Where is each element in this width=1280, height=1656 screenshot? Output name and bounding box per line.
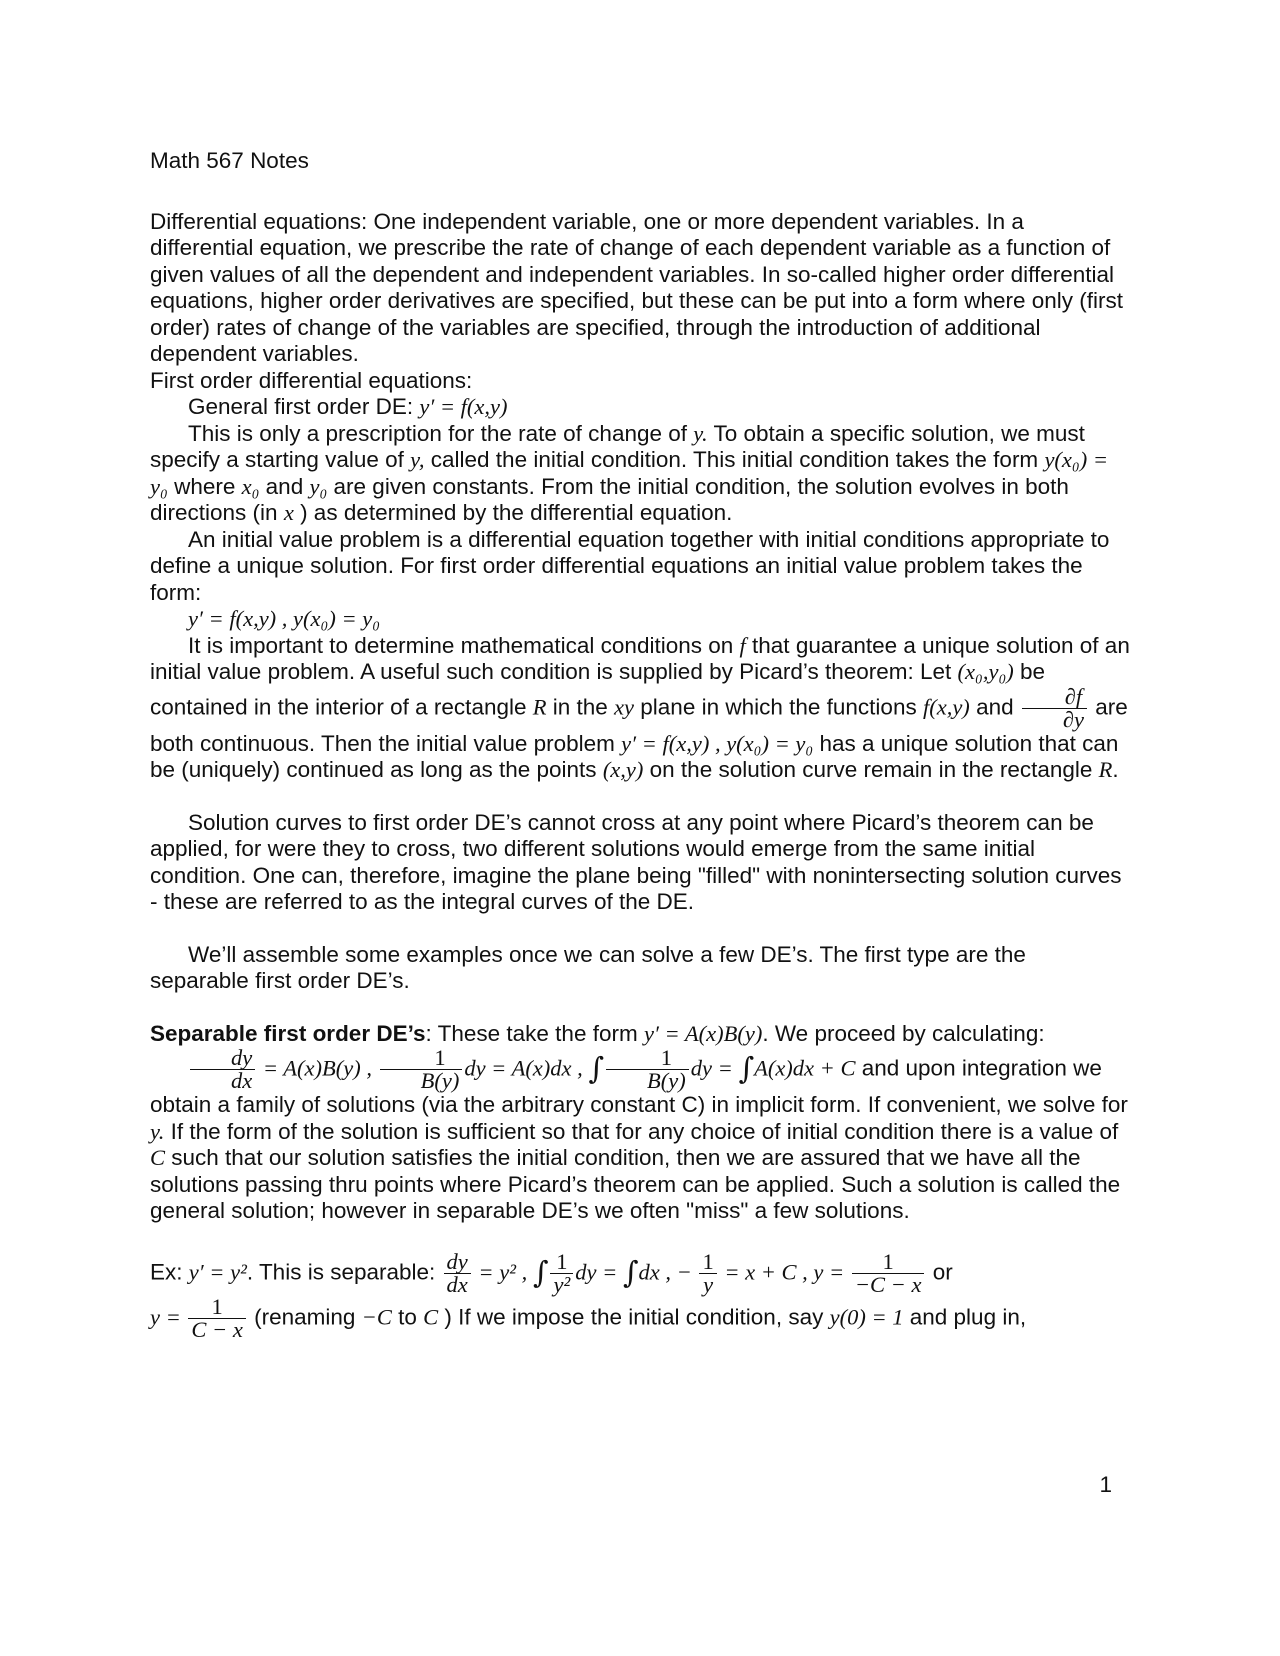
page-number: 1: [1099, 1472, 1112, 1497]
partial-fraction: $\frac{\partial f}{\partial y}$: [1022, 686, 1087, 731]
prescription-paragraph: This is only a prescription for the rate of change of y. To obtain a specific solution, we must specify a starting value of y, called the initial condition. This initial condition takes the form y(x₀) = y₀ where x₀ and y₀ are given constants. From the initial condition, the solution evolves in both directions (in x ) as determined by the differential equation.: [150, 420, 1109, 525]
separable-heading: Separable first order DE’s: [150, 1020, 426, 1046]
document-page: [150, 148, 1130, 1341]
assemble-paragraph: We’ll assemble some examples once we can solve a few DE’s. The first type are the separable first order DE’s.: [150, 941, 1026, 993]
general-de-line: General first order DE: y′ = f(x,y): [188, 394, 508, 419]
first-order-heading: First order differential equations:: [150, 367, 473, 393]
general-de-equation: y′ = f(x,y): [419, 394, 508, 419]
separable-equation-line: $\frac{dy}{dx}$ = A(x)B(y) , $\frac{1}{B(y)}$ dy = A(x)dx , ∫ $\frac{1}{B(y)}$ dy = ∫A(x)dx + C and upon integration we obtain a family of solutions (via the arbitrary constant C) in implicit form. If convenient, we solve for y. If the form of the solution is sufficient so that for any choice of initial condition there is a value of C such that our solution satisfies the initial condition, then we are assured that we have all the solutions passing thru points where Picard’s theorem can be applied. Such a solution is called the general solution; however in separable DE’s we often "miss" a few solutions.: [150, 1045, 1128, 1223]
example-paragraph: Ex: y′ = y². This is separable: $\frac{dy}{dx}$ = y² , ∫ $\frac{1}{\text{y²}}$ dy = ∫dx , − $\frac{1}{y}$ = x + C , y = $\frac{1}{-C - x}$ or y = $\frac{1}{C - x}$ (renaming −C to C ) If we impose the initial condition, say y(0) = 1 and plug in,: [150, 1248, 1027, 1342]
picard-paragraph: It is important to determine mathematical conditions on f that guarantee a unique solution of an initial value problem. A useful such condition is supplied by Picard’s theorem: Let (x₀,y₀) be contained in the interior of a rectangle R in the xy plane in which the functions f(x,y) and $\frac{\partial f}{\partial y}$ are both continuous. Then the initial value problem y′ = f(x,y) , y(x₀) = y₀ has a unique solution that can be (uniquely) continued as long as the points (x,y) on the solution curve remain in the rectangle R.: [150, 632, 1130, 782]
separable-paragraph: Separable first order DE’s: These take the form y′ = A(x)B(y). We proceed by calculating:: [150, 1020, 1045, 1046]
page-title: Math 567 Notes: [150, 148, 309, 173]
intro-paragraph: Differential equations: One independent variable, one or more dependent variables. In a differential equation, we prescribe the rate of change of each dependent variable as a function of given values of all the dependent and independent variables. In so-called higher order differential equations, higher order derivatives are specified, but these can be put into a form where only (first order) rates of change of the variables are specified, through the introduction of additional dependent variables.: [150, 208, 1124, 366]
solution-curves-paragraph: Solution curves to first order DE’s cannot cross at any point where Picard’s theorem can be applied, for were they to cross, two different solutions would emerge from the same initial condition. One can, therefore, imagine the plane being "filled" with nonintersecting solution curves - these are referred to as the integral curves of the DE.: [150, 809, 1122, 914]
ivp-paragraph: An initial value problem is a differential equation together with initial conditions appropriate to define a unique solution. For first order differential equations an initial value problem takes the form:: [150, 526, 1110, 605]
ivp-equation: y′ = f(x,y) , y(x₀) = y₀: [188, 606, 381, 631]
